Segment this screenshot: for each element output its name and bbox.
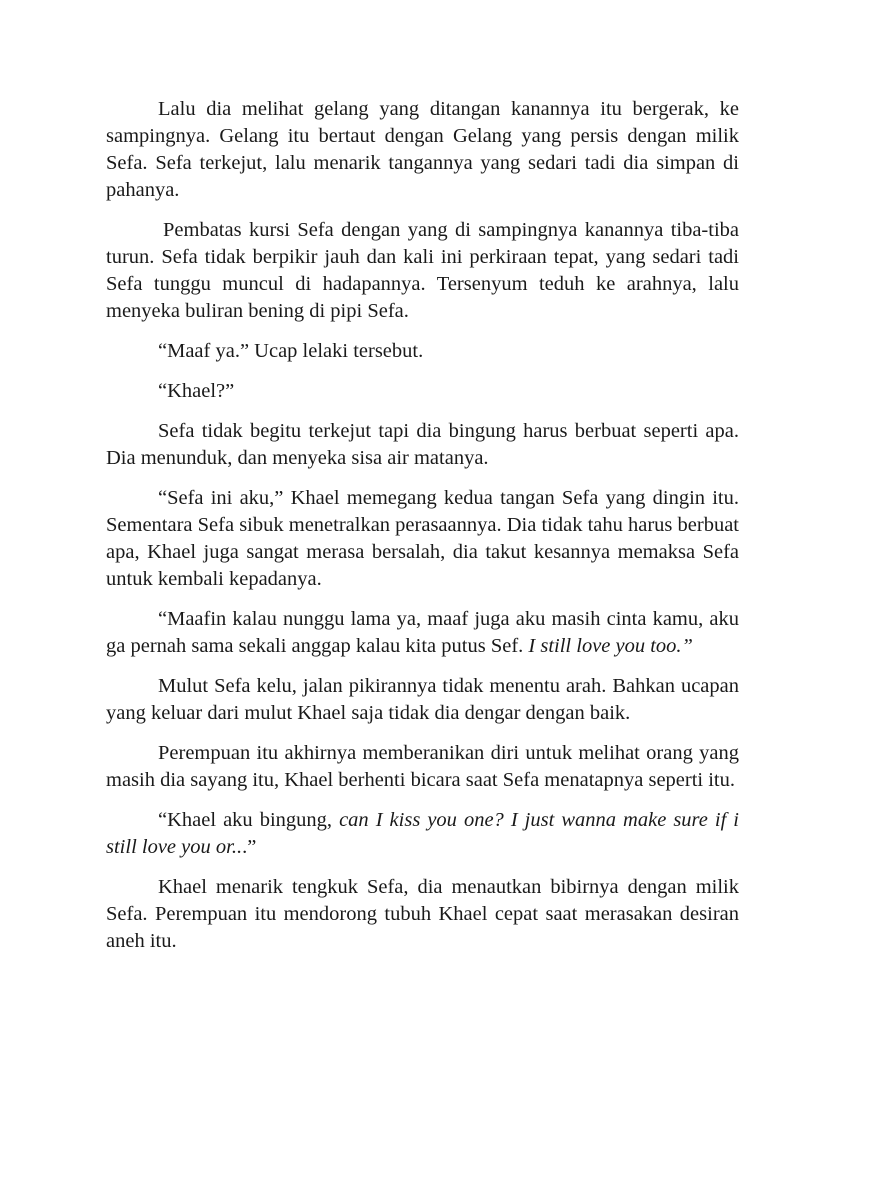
paragraph-text: .”: [242, 836, 257, 858]
paragraph-text: Khael menarik tengkuk Sefa, dia menautkan bibirnya dengan milik Sefa. Perempuan itu mendorong tubuh Khael cepat saat merasakan desiran aneh itu.: [106, 876, 739, 952]
paragraph: [106, 96, 739, 204]
paragraph-text: “Khael?”: [158, 380, 235, 402]
paragraph-text-italic: can I kiss you one? I just wanna make sure if i still love you or..: [106, 809, 740, 858]
paragraph: [106, 874, 739, 955]
paragraph: [106, 418, 739, 472]
paragraph-text: “Sefa ini aku,” Khael memegang kedua tangan Sefa yang dingin itu. Sementara Sefa sibuk menetralkan perasaannya. Dia tidak tahu harus berbuat apa, Khael juga sangat merasa bersalah, dia takut kesannya memaksa Sefa untuk kembali kepadanya.: [106, 487, 739, 590]
paragraph-text: “Maaf ya.” Ucap lelaki tersebut.: [158, 340, 424, 362]
paragraph: [106, 485, 739, 593]
paragraph-text: Mulut Sefa kelu, jalan pikirannya tidak menentu arah. Bahkan ucapan yang keluar dari mulut Khael saja tidak dia dengar dengan baik.: [106, 675, 739, 724]
paragraph-text: “Maafin kalau nunggu lama ya, maaf juga aku masih cinta kamu, aku ga pernah sama sekali anggap kalau kita putus Sef.: [106, 608, 739, 657]
paragraph-text-italic: I still love you too.”: [528, 635, 693, 657]
paragraph-text: Pembatas kursi Sefa dengan yang di sampingnya kanannya tiba-tiba turun. Sefa tidak berpikir jauh dan kali ini perkiraan tepat, yang sedari tadi Sefa tunggu muncul di hadapannya. Tersenyum teduh ke arahnya, lalu menyeka buliran bening di pipi Sefa.: [106, 219, 739, 322]
paragraph-text: “Khael aku bingung,: [158, 809, 340, 831]
paragraph-text: Sefa tidak begitu terkejut tapi dia bingung harus berbuat seperti apa. Dia menunduk, dan menyeka sisa air matanya.: [106, 420, 739, 469]
paragraph-text: Lalu dia melihat gelang yang ditangan kanannya itu bergerak, ke sampingnya. Gelang itu bertaut dengan Gelang yang persis dengan milik Sefa. Sefa terkejut, lalu menarik tangannya yang sedari tadi dia simpan di pahanya.: [106, 98, 739, 201]
paragraph-text: Perempuan itu akhirnya memberanikan diri untuk melihat orang yang masih dia sayang itu, Khael berhenti bicara saat Sefa menatapnya seperti itu.: [106, 742, 739, 791]
paragraph: [106, 217, 739, 325]
paragraph: [106, 338, 739, 365]
paragraph: [106, 740, 739, 794]
document-page: [106, 96, 739, 968]
paragraph: [106, 807, 739, 861]
paragraph: [106, 673, 739, 727]
paragraph: [106, 378, 739, 405]
paragraph: [106, 606, 739, 660]
